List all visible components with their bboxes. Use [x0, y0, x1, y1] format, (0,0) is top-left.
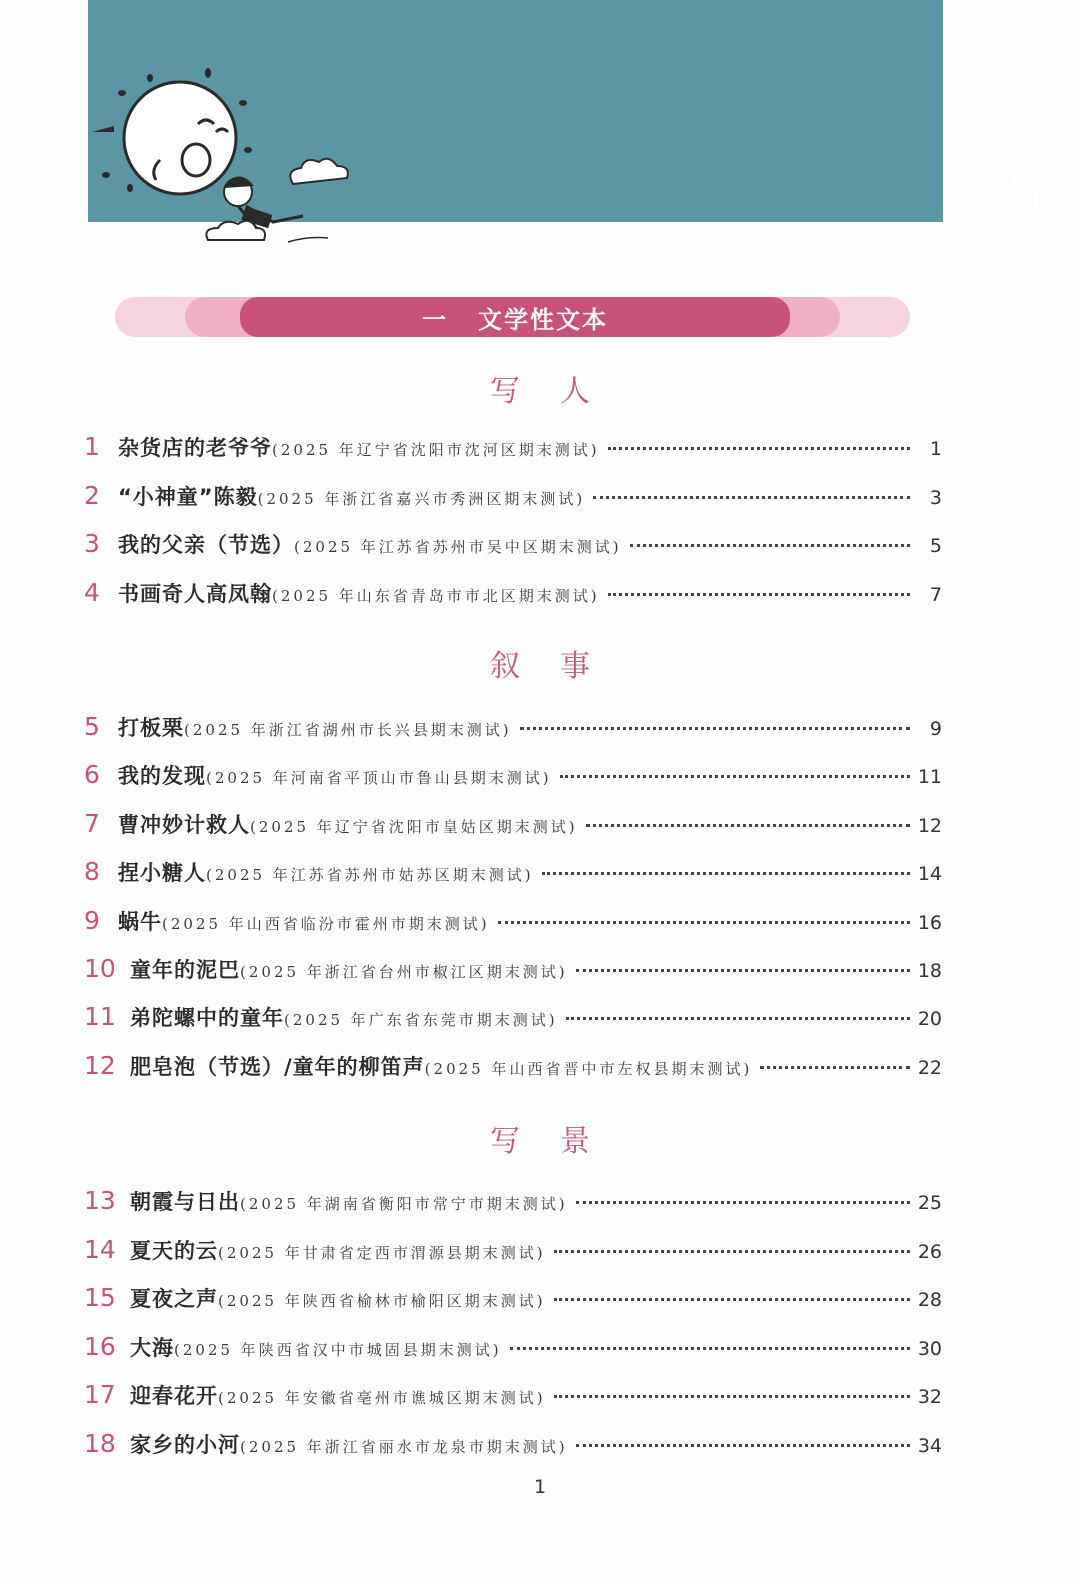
leader-dots [593, 496, 910, 499]
entry-title: 夏夜之声 [130, 1287, 218, 1311]
entry-number: 13 [84, 1186, 116, 1215]
leader-dots [608, 593, 910, 596]
leader-dots [560, 775, 910, 778]
leader-dots [510, 1347, 910, 1350]
entry-number: 12 [84, 1051, 116, 1080]
category-heading: 写人 [490, 374, 630, 409]
entry-page: 18 [917, 960, 942, 982]
toc-entry[interactable] [84, 578, 942, 614]
entry-title: 夏天的云 [130, 1239, 218, 1263]
entry-title: 捏小糖人 [118, 861, 206, 885]
entry-source: (2025 年浙江省湖州市长兴县期末测试) [184, 721, 512, 739]
entry-number: 2 [84, 481, 100, 510]
entry-number: 16 [84, 1332, 116, 1361]
entry-title: 肥皂泡（节选）/童年的柳笛声 [130, 1055, 425, 1079]
leader-dots [586, 824, 910, 827]
category-heading: 叙事 [490, 649, 630, 684]
entry-source: (2025 年甘肃省定西市渭源县期末测试) [218, 1244, 546, 1262]
entry-source: (2025 年河南省平顶山市鲁山县期末测试) [206, 769, 552, 787]
toc-entry[interactable] [84, 1002, 942, 1038]
toc-entry[interactable] [84, 1283, 942, 1319]
entry-title: 朝霞与日出 [130, 1190, 240, 1214]
entry-source: (2025 年江苏省苏州市吴中区期末测试) [294, 538, 622, 556]
entry-number: 17 [84, 1380, 116, 1409]
entry-page: 34 [917, 1435, 942, 1457]
entry-page: 22 [917, 1057, 942, 1079]
entry-title: 弟陀螺中的童年 [130, 1006, 284, 1030]
entry-source: (2025 年陕西省汉中市城固县期末测试) [174, 1341, 502, 1359]
entry-page: 11 [917, 766, 942, 788]
entry-number: 15 [84, 1283, 116, 1312]
band-core [240, 297, 790, 337]
leader-dots [498, 921, 910, 924]
entry-page: 28 [917, 1289, 942, 1311]
entry-page: 20 [917, 1008, 942, 1030]
entry-source: (2025 年江苏省苏州市姑苏区期末测试) [206, 866, 534, 884]
entry-number: 1 [84, 432, 100, 461]
entry-source: (2025 年湖南省衡阳市常宁市期末测试) [240, 1195, 568, 1213]
entry-source: (2025 年辽宁省沈阳市皇姑区期末测试) [250, 818, 578, 836]
toc-entry[interactable] [84, 954, 942, 990]
entry-page: 26 [917, 1241, 942, 1263]
category-heading: 写景 [490, 1124, 630, 1159]
entry-page: 5 [929, 535, 942, 557]
entry-page: 9 [929, 718, 942, 740]
toc-entry[interactable] [84, 906, 942, 942]
entry-title: 迎春花开 [130, 1384, 218, 1408]
leader-dots [566, 1017, 910, 1020]
leader-dots [542, 872, 910, 875]
toc-entry[interactable] [84, 1429, 942, 1465]
entry-title: 我的发现 [118, 764, 206, 788]
toc-entry[interactable] [84, 712, 942, 748]
entry-title: 我的父亲（节选） [118, 533, 294, 557]
leader-dots [576, 1444, 910, 1447]
toc-entry[interactable] [84, 481, 942, 517]
entry-page: 16 [917, 912, 942, 934]
leader-dots [554, 1298, 910, 1301]
entry-number: 6 [84, 760, 100, 789]
toc-entry[interactable] [84, 857, 942, 893]
entry-number: 3 [84, 529, 100, 558]
entry-page: 7 [929, 584, 942, 606]
toc-entry[interactable] [84, 760, 942, 796]
toc-entry[interactable] [84, 1186, 942, 1222]
entry-source: (2025 年山西省临汾市霍州市期末测试) [162, 915, 490, 933]
entry-title: 杂货店的老爷爷 [118, 436, 272, 460]
entry-source: (2025 年浙江省台州市椒江区期末测试) [240, 963, 568, 981]
toc-entry[interactable] [84, 1380, 942, 1416]
leader-dots [554, 1250, 910, 1253]
leader-dots [554, 1395, 910, 1398]
toc-entry[interactable] [84, 1235, 942, 1271]
section-heading [115, 297, 910, 337]
entry-page: 1 [929, 438, 942, 460]
entry-page: 14 [917, 863, 942, 885]
entry-number: 9 [84, 906, 100, 935]
entry-title: 家乡的小河 [130, 1433, 240, 1457]
entry-source: (2025 年山东省青岛市市北区期末测试) [272, 587, 600, 605]
toc-entry[interactable] [84, 1051, 942, 1087]
entry-number: 14 [84, 1235, 116, 1264]
entry-number: 5 [84, 712, 100, 741]
toc-entry[interactable] [84, 432, 942, 468]
leader-dots [760, 1066, 909, 1069]
entry-page: 12 [917, 815, 942, 837]
entry-number: 7 [84, 809, 100, 838]
section-title: 文学性文本 [478, 305, 608, 334]
leader-dots [576, 1201, 910, 1204]
section-number: 一 [422, 305, 448, 334]
entry-number: 11 [84, 1002, 116, 1031]
entry-title: 童年的泥巴 [130, 958, 240, 982]
entry-title: 蜗牛 [118, 910, 162, 934]
page-title [996, 64, 1076, 227]
title-char-1: 目 [998, 64, 1074, 153]
entry-source: (2025 年广东省东莞市期末测试) [284, 1011, 558, 1029]
entry-title: 大海 [130, 1336, 174, 1360]
entry-number: 18 [84, 1429, 116, 1458]
entry-source: (2025 年安徽省亳州市谯城区期末测试) [218, 1389, 546, 1407]
entry-title: 曹冲妙计救人 [118, 813, 250, 837]
entry-page: 3 [929, 487, 942, 509]
page-number: 1 [533, 1476, 547, 1498]
toc-entry[interactable] [84, 1332, 942, 1368]
toc-entry[interactable] [84, 529, 942, 565]
entry-title: “小神童”陈毅 [118, 485, 258, 509]
entry-title: 书画奇人高凤翰 [118, 582, 272, 606]
entry-source: (2025 年辽宁省沈阳市沈河区期末测试) [272, 441, 600, 459]
entry-page: 25 [917, 1192, 942, 1214]
title-char-2: 录 [998, 138, 1074, 227]
leader-dots [520, 727, 910, 730]
sun-girl-illustration [88, 60, 378, 250]
entry-number: 8 [84, 857, 100, 886]
entry-title: 打板栗 [118, 716, 184, 740]
entry-source: (2025 年浙江省丽水市龙泉市期末测试) [240, 1438, 568, 1456]
entry-source: (2025 年浙江省嘉兴市秀洲区期末测试) [257, 490, 586, 508]
entry-number: 4 [84, 578, 100, 607]
entry-page: 32 [917, 1386, 942, 1408]
entry-page: 30 [917, 1338, 942, 1360]
leader-dots [608, 447, 910, 450]
leader-dots [576, 969, 910, 972]
entry-source: (2025 年山西省晋中市左权县期末测试) [424, 1060, 753, 1078]
entry-number: 10 [84, 954, 116, 983]
leader-dots [630, 544, 910, 547]
toc-entry[interactable] [84, 809, 942, 845]
entry-source: (2025 年陕西省榆林市榆阳区期末测试) [218, 1292, 546, 1310]
